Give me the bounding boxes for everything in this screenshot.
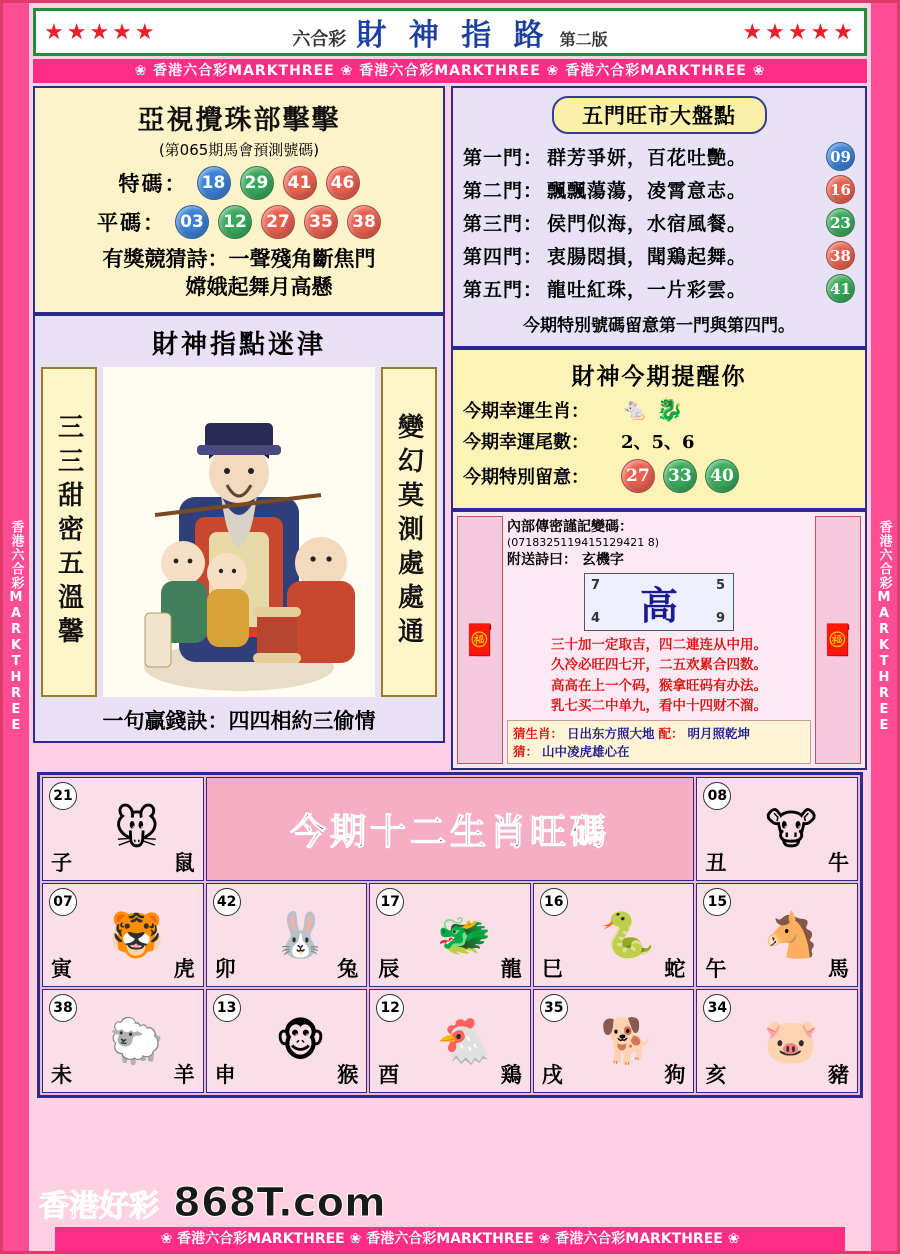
zodiac-animal: 兔: [337, 956, 359, 981]
reminder-ball: 40: [705, 459, 739, 493]
zodiac-branch: 午: [705, 956, 727, 981]
zodiac-branch: 申: [214, 1062, 236, 1087]
corner-num-bl: 4: [591, 611, 601, 626]
stars-left-icon: ★★★★★: [44, 19, 158, 45]
secret-poem-line: 高高在上一个码，猴拿旺码有办法。: [551, 677, 767, 694]
stars-right-icon: ★★★★★: [742, 19, 856, 45]
secret-code-panel: [451, 510, 867, 770]
special-number-row: [43, 166, 435, 200]
side-strip-right-text: 香港六合彩MARKTHREE: [876, 520, 892, 734]
prize-poem: [43, 245, 435, 302]
left-verse-text: 三三甜密五溫馨: [53, 412, 84, 651]
rat-icon: 🐭: [113, 803, 160, 855]
gate-ball: 38: [826, 241, 855, 270]
zodiac-grid: [42, 777, 858, 1093]
normal-number-row: [43, 205, 435, 239]
zodiac-banner-text: 今期十二生肖旺碼: [289, 810, 610, 853]
door-god-right-icon: 🧧: [815, 516, 861, 764]
gate-text: 飄飄蕩蕩，凌霄意志。: [547, 180, 748, 202]
god-illustration: [103, 367, 375, 697]
zodiac-animal: 鼠: [173, 850, 195, 875]
zodiac-number: 17: [376, 888, 404, 916]
god-panel: [33, 314, 445, 743]
zodiac-cell-rabbit[interactable]: [206, 883, 368, 987]
zodiac-branch: 戌: [541, 1062, 563, 1087]
five-gates-note: 今期特別號碼留意第一門與第四門。: [523, 316, 795, 336]
marquee-bottom: ❀ 香港六合彩MARKTHREE ❀ 香港六合彩MARKTHREE ❀ 香港六合彩MARKTHREE ❀: [55, 1227, 845, 1251]
special-label: 特碼：: [118, 172, 188, 196]
zodiac-cell-tiger[interactable]: [42, 883, 204, 987]
reminder-special-row: [463, 459, 855, 493]
corner-num-tl: 7: [591, 578, 601, 593]
normal-ball: 12: [218, 205, 252, 239]
marquee-top: ❀ 香港六合彩MARKTHREE ❀ 香港六合彩MARKTHREE ❀ 香港六合彩MARKTHREE ❀: [33, 59, 867, 83]
gate-name: 第二門：: [463, 180, 544, 202]
dragon-icon: 🐲: [436, 910, 492, 961]
gate-name: 第一門：: [463, 147, 544, 169]
guess-text: 日出东方照大地: [567, 726, 655, 741]
right-column: [451, 86, 867, 770]
snake-icon: 🐍: [600, 910, 655, 961]
ox-icon: 🐮: [765, 803, 818, 855]
reminder-title: 財神今期提醒你: [571, 363, 747, 390]
zodiac-number: 42: [213, 888, 241, 916]
god-panel-footer: 一句贏錢訣：四四相約三偷情: [102, 707, 376, 733]
reminder-ball: 27: [621, 459, 655, 493]
zodiac-number: 21: [49, 782, 77, 810]
prediction-panel: [33, 86, 445, 314]
side-strip-left-text: 香港六合彩MARKTHREE: [8, 520, 24, 734]
masthead: [33, 8, 867, 56]
guess-row-2: [513, 742, 805, 760]
reminder-zodiac-label: 今期幸運生肖：: [463, 401, 589, 422]
watermark-en: 868T.com: [173, 1180, 386, 1226]
zodiac-cell-ox[interactable]: [696, 777, 858, 881]
zodiac-branch: 亥: [705, 1062, 727, 1087]
zodiac-banner: [206, 777, 695, 881]
zodiac-branch: 子: [51, 850, 72, 875]
zodiac-cell-rooster[interactable]: [369, 989, 531, 1093]
door-god-left-icon: 🧧: [457, 516, 503, 764]
guess2-text: 山中凌虎雄心在: [542, 744, 630, 759]
reminder-ball: 33: [663, 459, 697, 493]
rooster-icon: 🐔: [436, 1016, 492, 1067]
secret-code-line2: (0718325119415129421 8): [507, 536, 660, 549]
prize-poem-line2: 嫦娥起舞月高懸: [185, 274, 333, 300]
gate-name: 第三門：: [463, 213, 544, 235]
guess2-label: 猜：: [513, 744, 539, 759]
gate-text: 侯門似海，水宿風餐。: [547, 213, 748, 235]
mystic-char: 高: [639, 582, 678, 628]
tiger-icon: 🐯: [109, 910, 165, 961]
zodiac-branch: 未: [51, 1062, 72, 1087]
zodiac-branch: 卯: [214, 956, 236, 981]
gate-text: 群芳爭妍，百花吐艷。: [547, 147, 748, 169]
guess-label: 猜生肖：: [513, 726, 564, 741]
zodiac-branch: 酉: [378, 1062, 400, 1087]
god-panel-body: [41, 367, 437, 697]
rabbit-icon: 🐰: [272, 910, 328, 961]
secret-poem: [507, 635, 811, 716]
main-row: [33, 86, 867, 770]
zodiac-animal: 猴: [337, 1062, 359, 1087]
watermark-cn: 香港好彩: [39, 1189, 159, 1224]
gate-text: 衷腸悶損，聞鶏起舞。: [547, 246, 748, 268]
special-ball: 18: [197, 166, 231, 200]
reminder-special-label: 今期特別留意：: [463, 467, 589, 488]
content-area: [29, 86, 871, 1098]
zodiac-number: 13: [213, 994, 241, 1022]
normal-label: 平碼：: [97, 211, 166, 235]
page-inner: [29, 3, 871, 1251]
mystic-char-box: [584, 573, 734, 631]
corner-num-br: 9: [715, 611, 725, 626]
normal-ball: 27: [261, 205, 295, 239]
prediction-title: 亞視攪珠部擊擊: [137, 105, 341, 136]
left-column: [33, 86, 445, 770]
zodiac-number: 38: [49, 994, 77, 1022]
zodiac-animal: 龍: [500, 956, 522, 981]
zodiac-cell-monkey[interactable]: [206, 989, 368, 1093]
zodiac-number: 15: [703, 888, 731, 916]
pig-icon: 🐷: [763, 1016, 819, 1067]
gate-ball: 41: [826, 274, 855, 303]
side-strip-left: [3, 3, 29, 1251]
zodiac-cell-snake[interactable]: [533, 883, 695, 987]
guess-box: [507, 720, 811, 764]
special-ball: 46: [326, 166, 360, 200]
reminder-panel: [451, 348, 867, 510]
zodiac-animal: 豬: [828, 1062, 849, 1087]
normal-ball: 03: [175, 205, 209, 239]
special-ball: 41: [283, 166, 317, 200]
gate-row: [463, 208, 855, 237]
zodiac-animal: 狗: [664, 1062, 686, 1087]
masthead-center: [292, 10, 607, 54]
gate-ball: 16: [826, 175, 855, 204]
zodiac-cell-goat[interactable]: [42, 989, 204, 1093]
reminder-tail-value: 2、5、6: [621, 432, 695, 453]
zodiac-branch: 辰: [378, 956, 400, 981]
zodiac-number: 12: [376, 994, 404, 1022]
special-ball: 29: [240, 166, 274, 200]
right-verse-card: [381, 367, 437, 697]
goat-icon: 🐑: [109, 1016, 165, 1067]
reminder-tail-label: 今期幸運尾數：: [463, 432, 589, 453]
guess-row-1: [513, 724, 805, 742]
zodiac-number: 34: [703, 994, 731, 1022]
zodiac-animal: 馬: [828, 956, 849, 981]
masthead-subtitle: 六合彩: [292, 29, 347, 50]
zodiac-branch: 巳: [541, 956, 563, 981]
zodiac-cell-dog[interactable]: [533, 989, 695, 1093]
zodiac-branch: 丑: [705, 850, 727, 875]
gate-row: [463, 175, 855, 204]
gate-name: 第四門：: [463, 246, 544, 268]
zodiac-number: 08: [703, 782, 731, 810]
gate-row: [463, 274, 855, 303]
zodiac-animal: 鶏: [500, 1062, 522, 1087]
gate-name: 第五門：: [463, 279, 544, 301]
gate-row: [463, 142, 855, 171]
five-gates-panel: [451, 86, 867, 348]
match-text: 明月照乾坤: [687, 726, 751, 741]
zodiac-number: 16: [540, 888, 568, 916]
prize-poem-line1: 有獎競猜詩：一聲殘角斷焦門: [102, 246, 376, 271]
zodiac-branch: 寅: [51, 956, 72, 981]
secret-code-line1: 內部傳密謹記變碼：: [507, 519, 633, 535]
gate-ball: 09: [826, 142, 855, 171]
normal-ball: 38: [347, 205, 381, 239]
zodiac-animal: 牛: [828, 850, 849, 875]
dog-icon: 🐕: [600, 1016, 655, 1067]
reminder-tail-row: [463, 428, 855, 454]
zodiac-cell-dragon[interactable]: [369, 883, 531, 987]
secret-poem-line: 久冷必旺四七开，二五欢累合四数。: [551, 657, 767, 674]
secret-code-body: [507, 516, 811, 764]
masthead-edition: 第二版: [559, 30, 608, 49]
side-strip-right: [871, 3, 897, 1251]
god-panel-title: 財神指點迷津: [151, 329, 326, 360]
secret-code-line3: 附送詩曰： 玄機字: [507, 552, 624, 568]
corner-num-tr: 5: [715, 578, 725, 593]
zodiac-number: 35: [540, 994, 568, 1022]
watermark: [29, 1179, 871, 1227]
zodiac-number: 07: [49, 888, 77, 916]
page-title: 財 神 指 路: [356, 18, 550, 53]
reminder-zodiac-row: [463, 397, 855, 423]
five-gates-title: 五門旺市大盤點: [552, 96, 767, 134]
right-verse-text: 變幻莫測處處通: [393, 412, 424, 651]
zodiac-animal: 羊: [173, 1062, 195, 1087]
zodiac-grid-panel: [37, 772, 863, 1098]
secret-poem-line: 三十加一定取吉，四二連连从中用。: [551, 637, 767, 653]
zodiac-animal: 蛇: [664, 956, 686, 981]
left-verse-card: [41, 367, 97, 697]
zodiac-cell-pig[interactable]: [696, 989, 858, 1093]
zodiac-cell-horse[interactable]: [696, 883, 858, 987]
zodiac-animal: 虎: [173, 956, 195, 981]
zodiac-cell-rat[interactable]: [42, 777, 204, 881]
gate-row: [463, 241, 855, 270]
gate-text: 龍吐紅珠，一片彩雲。: [547, 279, 748, 301]
rat-dragon-icon: 🐁 🐉: [621, 397, 684, 423]
monkey-icon: 🐵: [274, 1015, 326, 1067]
horse-icon: 🐴: [763, 910, 819, 961]
normal-ball: 35: [304, 205, 338, 239]
match-label: 配：: [658, 726, 684, 741]
prediction-subtitle: (第065期馬會預測號碼): [158, 141, 320, 159]
secret-poem-line: 乳七买二中单九，看中十四财不溜。: [551, 697, 767, 714]
gate-ball: 23: [826, 208, 855, 237]
